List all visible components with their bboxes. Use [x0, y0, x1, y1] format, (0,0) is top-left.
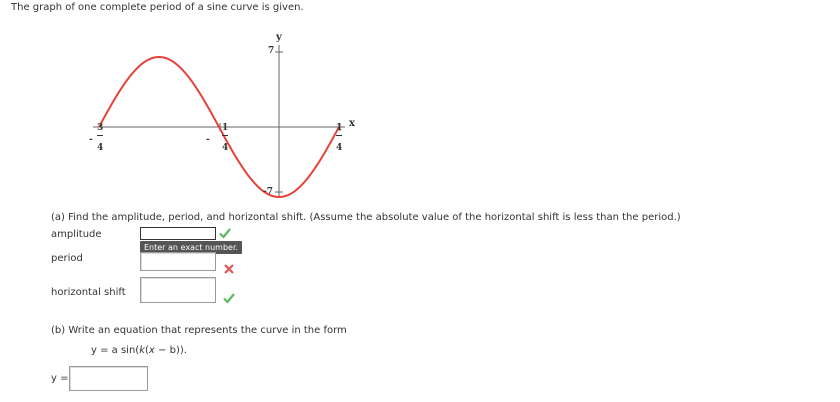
x-tick-mid-sign: - [206, 135, 210, 145]
x-tick-left-num: 3 [97, 123, 104, 133]
amplitude-check-icon [219, 227, 231, 239]
form-k: k [139, 345, 145, 356]
x-tick-right-den: 4 [336, 143, 343, 153]
amplitude-input[interactable] [140, 227, 216, 240]
equation-form [91, 345, 187, 356]
part-b-prompt: (b) Write an equation that represents the curve in the form [51, 325, 347, 336]
form-b: b [169, 345, 176, 356]
x-tick-mid-bar [222, 135, 228, 136]
y-max-label: 7 [268, 46, 275, 56]
x-tick-right-num: 1 [336, 123, 343, 133]
x-tick-left-sign: - [89, 135, 93, 145]
period-input[interactable] [140, 252, 216, 271]
question-intro: The graph of one complete period of a sine curve is given. [11, 2, 304, 13]
y-axis-label: y [276, 32, 282, 43]
input-tooltip: Enter an exact number. [140, 241, 242, 254]
horizontal-shift-label: horizontal shift [51, 287, 126, 298]
equation-input[interactable] [69, 366, 148, 391]
x-tick-left-bar [97, 135, 103, 136]
x-tick-mid-num: 1 [222, 123, 229, 133]
x-axis-label: x [349, 118, 355, 129]
x-tick-mid-den: 4 [222, 143, 229, 153]
period-label: period [51, 253, 83, 264]
form-minus: − [154, 345, 170, 356]
form-open: ( [145, 345, 149, 356]
form-close: )). [175, 345, 187, 356]
part-a-prompt: (a) Find the amplitude, period, and horizontal shift. (Assume the absolute value of the horizontal shift is less than the period.) [51, 212, 681, 223]
horizontal-shift-input[interactable] [140, 277, 216, 303]
answer-label: y = [51, 373, 69, 384]
x-tick-right-bar [336, 135, 342, 136]
amplitude-label: amplitude [51, 229, 102, 240]
x-tick-left-den: 4 [97, 143, 104, 153]
period-cross-icon [223, 263, 235, 275]
horizontal-shift-check-icon [223, 292, 235, 304]
y-min-label: -7 [263, 187, 273, 197]
form-x: x [148, 345, 155, 356]
form-prefix: y = a sin( [91, 345, 140, 356]
